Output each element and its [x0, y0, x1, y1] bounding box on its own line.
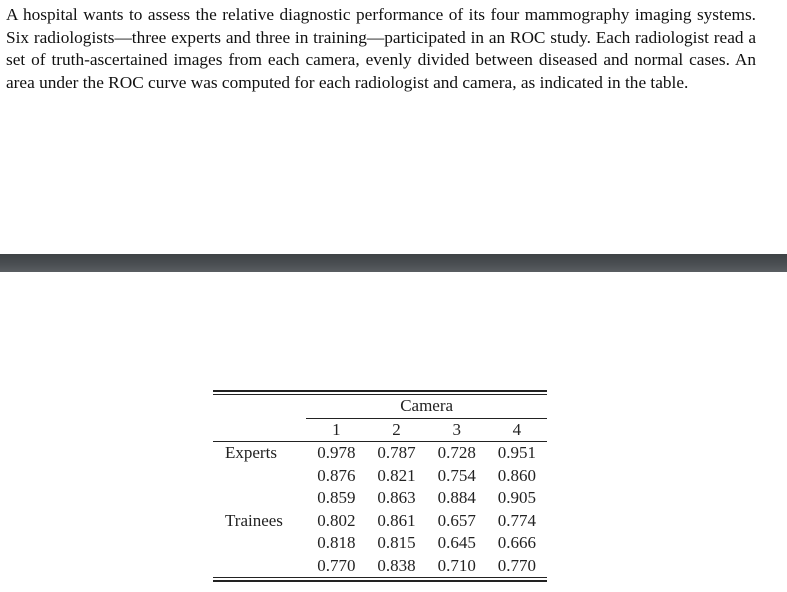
table-row [213, 442, 547, 465]
table-cell: 0.905 [497, 488, 537, 507]
table-cell: 0.818 [317, 533, 356, 552]
table-cell: 0.645 [437, 533, 476, 552]
table-cell: 0.863 [377, 488, 416, 507]
row-label-experts: Experts [225, 443, 277, 462]
table-cell: 0.774 [497, 510, 537, 530]
table-cell: 0.710 [437, 555, 476, 575]
column-header-camera-3: 3 [427, 418, 487, 442]
table-cell: 0.728 [437, 443, 476, 462]
section-divider-bar [0, 254, 787, 272]
table-cell: 0.754 [437, 465, 476, 485]
table-cell: 0.802 [317, 510, 356, 530]
row-label [213, 532, 306, 555]
column-header-camera-4: 4 [487, 418, 547, 442]
roc-table-grid [213, 395, 547, 577]
table-cell: 0.860 [497, 465, 537, 485]
table-cell: 0.657 [437, 510, 476, 530]
table-cell: 0.951 [497, 443, 537, 462]
row-label [213, 555, 306, 578]
table-cell: 0.666 [497, 533, 537, 552]
table-cell: 0.770 [317, 555, 356, 575]
table-group-header-row [213, 395, 547, 418]
roc-area-table [213, 390, 547, 582]
table-column-header-row [213, 418, 547, 442]
table-cell: 0.838 [377, 555, 416, 575]
table-cell: 0.787 [377, 443, 416, 462]
table-cell: 0.770 [497, 555, 537, 575]
column-header-camera-1: 1 [306, 418, 366, 442]
row-label [213, 465, 306, 488]
camera-group-header: Camera [306, 395, 547, 418]
row-label-trainees: Trainees [225, 510, 283, 530]
table-cell: 0.815 [377, 533, 416, 552]
table-cell: 0.876 [317, 465, 356, 485]
table-row [213, 510, 547, 533]
table-bottom-rule [213, 577, 547, 582]
table-cell: 0.978 [317, 443, 356, 462]
table-cell: 0.821 [377, 465, 416, 485]
problem-paragraph: A hospital wants to assess the relative diagnostic performance of its four mammography imaging systems. Six radiologists—three experts and three in training—participated in an ROC study. Each radiologist read a set of truth-ascertained images from each camera, evenly divided between diseased and normal cases. An area under the ROC curve was computed for each radiologist and camera, as indicated in the table. [6, 5, 756, 92]
table-row [213, 555, 547, 578]
table-row [213, 487, 547, 510]
table-row [213, 532, 547, 555]
row-label [213, 487, 306, 510]
table-cell: 0.861 [377, 510, 416, 530]
column-header-camera-2: 2 [366, 418, 426, 442]
table-cell: 0.859 [317, 488, 356, 507]
table-row [213, 465, 547, 488]
table-cell: 0.884 [437, 488, 476, 507]
